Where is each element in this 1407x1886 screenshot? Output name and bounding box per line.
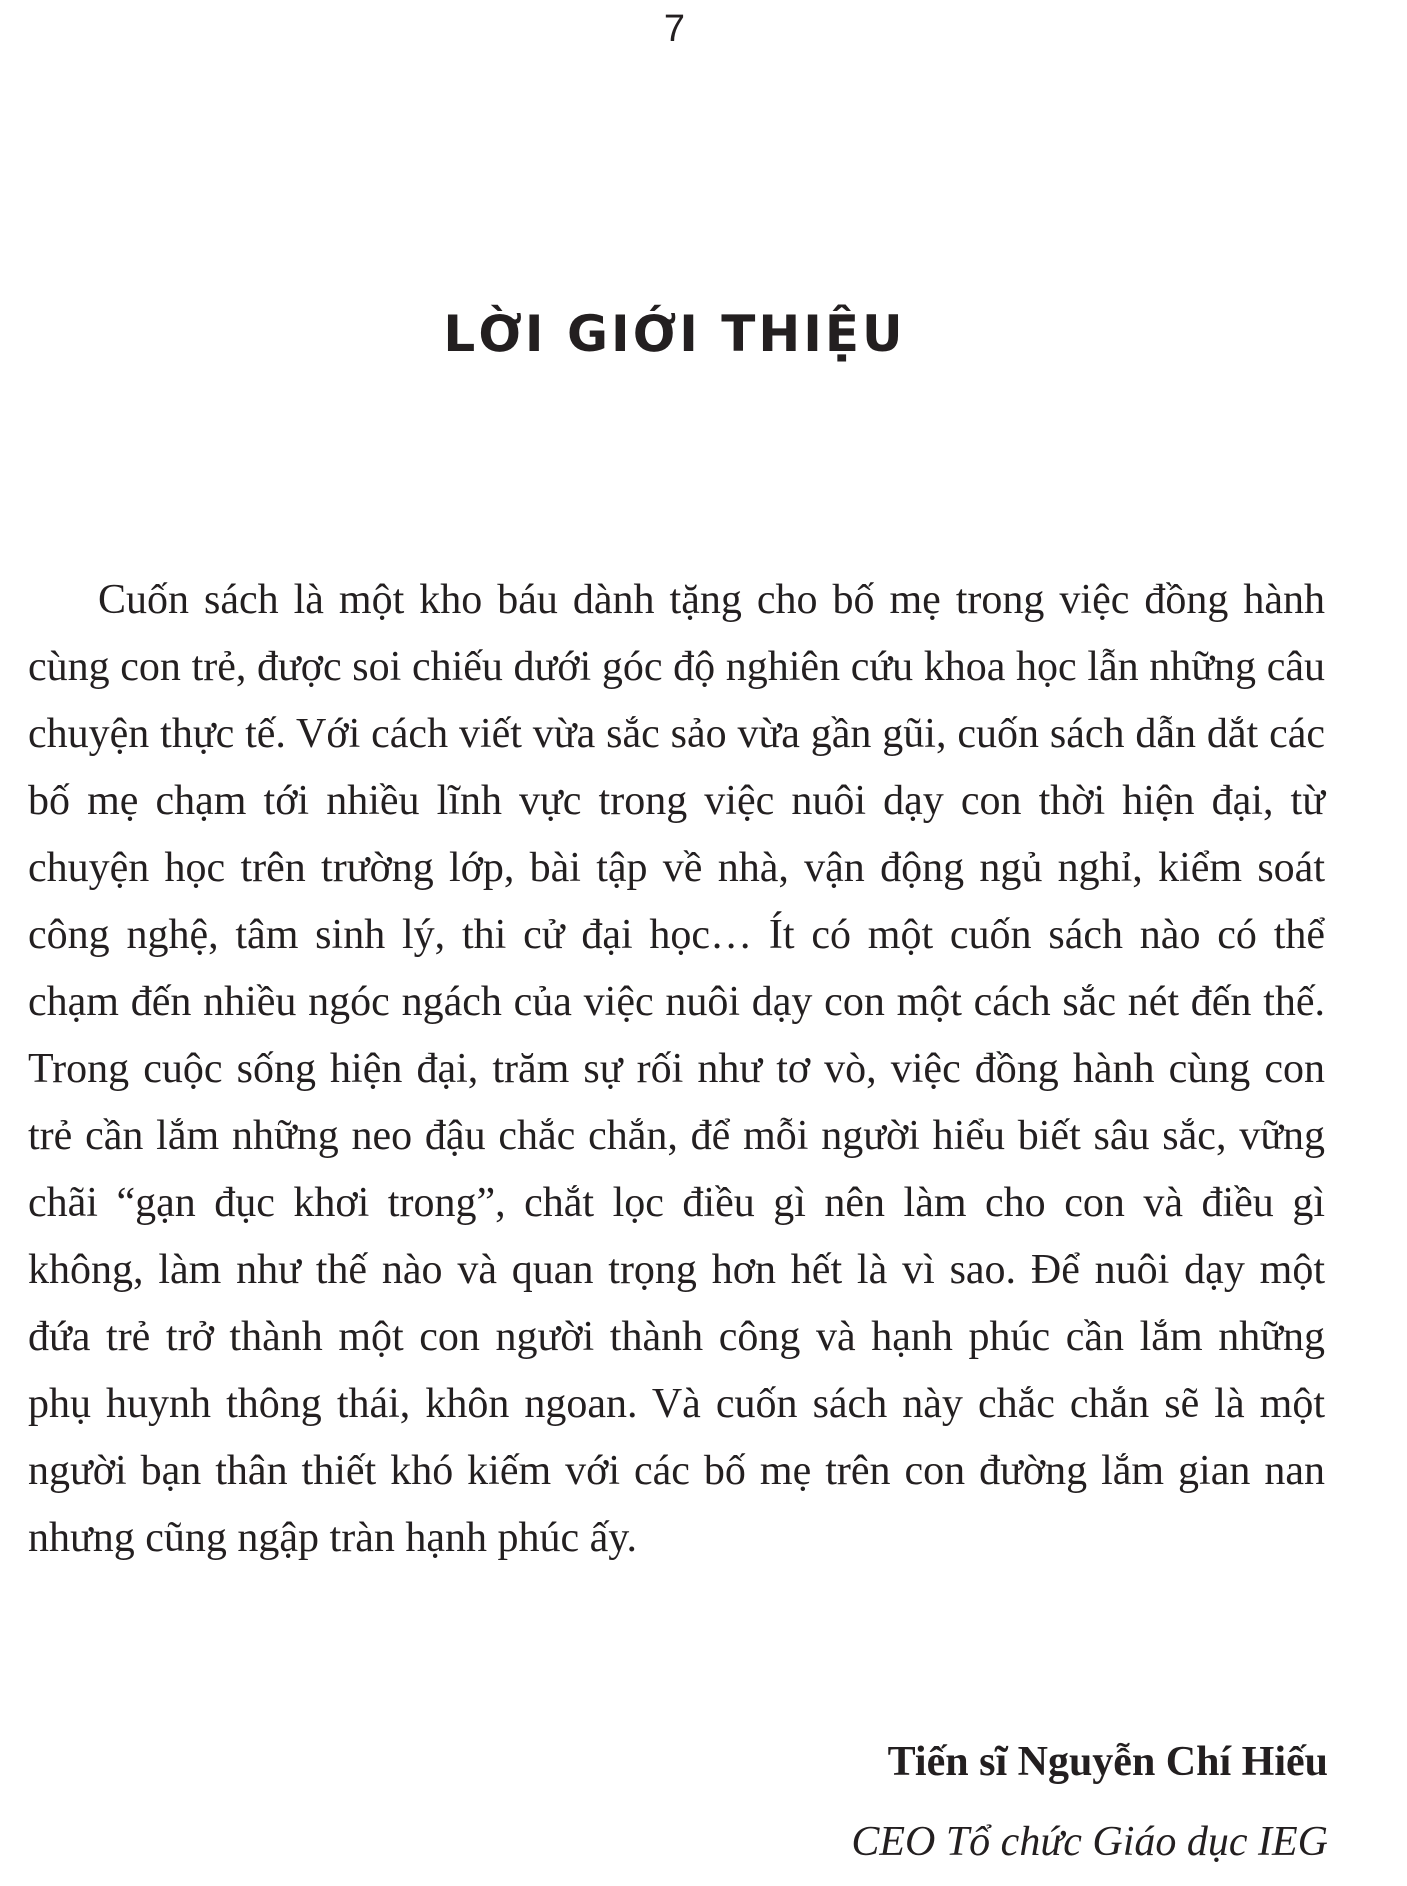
author-affiliation: CEO Tổ chức Giáo dục IEG [851, 1819, 1328, 1865]
page-title: LỜI GIỚI THIỆU [443, 305, 906, 363]
page-number: 7 [663, 8, 686, 50]
body-paragraph: Cuốn sách là một kho báu dành tặng cho bố mẹ trong việc đồng hành cùng con trẻ, được soi chiếu dưới góc độ nghiên cứu khoa học lẫn những câu chuyện thực tế. Với cách viết vừa sắc sảo vừa gần gũi, cuốn sách dẫn dắt các bố mẹ chạm tới nhiều lĩnh vực trong việc nuôi dạy con thời hiện đại, từ chuyện học trên trường lớp, bài tập về nhà, vận động ngủ nghỉ, kiểm soát công nghệ, tâm sinh lý, thi cử đại học… Ít có một cuốn sách nào có thể chạm đến nhiều ngóc ngách của việc nuôi dạy con một cách sắc nét đến thế. Trong cuộc sống hiện đại, trăm sự rối như tơ vò, việc đồng hành cùng con trẻ cần lắm những neo đậu chắc chắn, để mỗi người hiểu biết sâu sắc, vững chãi “gạn đục khơi trong”, chắt lọc điều gì nên làm cho con và điều gì không, làm như thế nào và quan trọng hơn hết là vì sao. Để nuôi dạy một đứa trẻ trở thành một con người thành công và hạnh phúc cần lắm những phụ huynh thông thái, khôn ngoan. Và cuốn sách này chắc chắn sẽ là một người bạn thân thiết khó kiếm với các bố mẹ trên con đường lắm gian nan nhưng cũng ngập tràn hạnh phúc ấy. [28, 577, 1325, 1561]
author-name: Tiến sĩ Nguyễn Chí Hiếu [887, 1739, 1328, 1785]
